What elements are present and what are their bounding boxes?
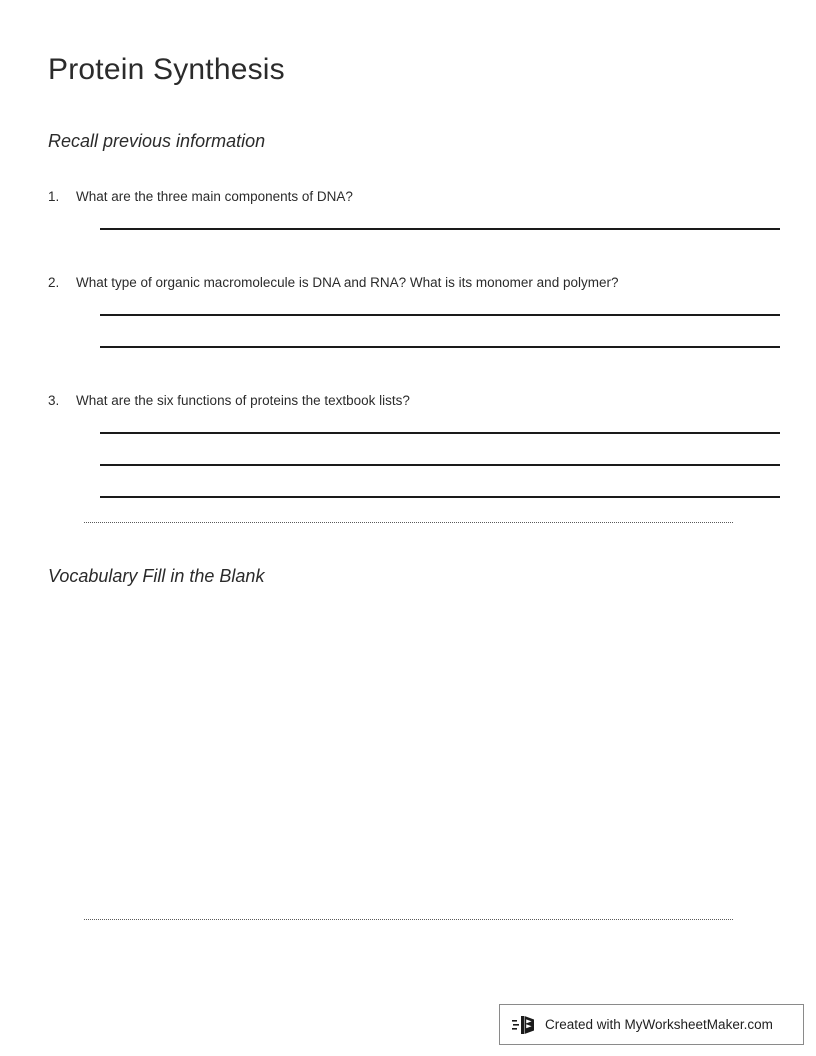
question-text-2: What type of organic macromolecule is DNA and RNA? What is its monomer and polymer? xyxy=(76,275,619,290)
answer-line[interactable] xyxy=(100,314,780,316)
footer-divider-dotted xyxy=(84,919,733,920)
question-number-1: 1. xyxy=(48,189,60,204)
question-number-2: 2. xyxy=(48,275,60,290)
question-item-1 xyxy=(48,188,768,230)
question-number-3: 3. xyxy=(48,393,60,408)
answer-line[interactable] xyxy=(100,432,780,434)
answer-line[interactable] xyxy=(100,228,780,230)
answer-line[interactable] xyxy=(100,464,780,466)
answer-lines-1 xyxy=(100,206,780,230)
question-item-2 xyxy=(48,274,768,348)
question-text-3: What are the six functions of proteins the textbook lists? xyxy=(76,393,410,408)
answer-line[interactable] xyxy=(100,496,780,498)
recall-question-list xyxy=(48,188,768,498)
footer-badge-text: Created with MyWorksheetMaker.com xyxy=(545,1016,773,1032)
question-item-3 xyxy=(48,392,768,498)
page-title: Protein Synthesis xyxy=(48,53,285,86)
footer-badge[interactable] xyxy=(499,1004,804,1045)
answer-lines-3 xyxy=(100,410,780,498)
section-heading-recall: Recall previous information xyxy=(48,131,266,151)
vocab-spacer xyxy=(48,523,768,565)
answer-line[interactable] xyxy=(100,346,780,348)
vocabulary-body-empty xyxy=(48,587,768,919)
section-heading-vocabulary: Vocabulary Fill in the Blank xyxy=(48,566,265,586)
worksheet-content xyxy=(48,0,768,920)
worksheet-maker-logo-icon xyxy=(512,1014,538,1036)
question-text-1: What are the three main components of DNA? xyxy=(76,189,353,204)
answer-lines-2 xyxy=(100,292,780,348)
